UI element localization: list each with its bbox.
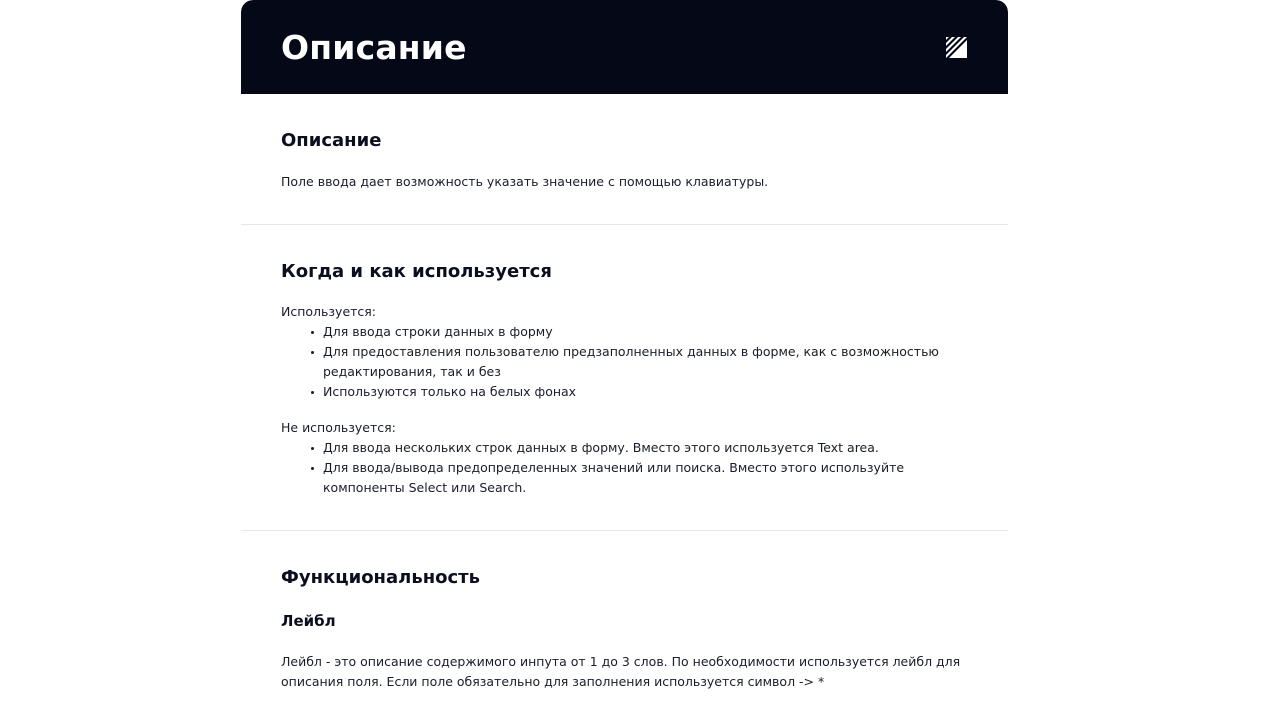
- list-item: Для ввода/вывода предопределенных значений или поиска. Вместо этого используйте компоненты Select или Search.: [323, 458, 973, 498]
- list-item: Для ввода строки данных в форму: [323, 322, 973, 342]
- description-text: Поле ввода дает возможность указать значение с помощью клавиатуры.: [281, 174, 769, 189]
- list-item: Используются только на белых фонах: [323, 382, 973, 402]
- description-section: [241, 94, 1008, 225]
- page-header: [241, 0, 1008, 94]
- section-title-description: Описание: [281, 130, 382, 151]
- used-label: Используется:: [281, 304, 377, 319]
- section-title-functionality: Функциональность: [281, 567, 480, 588]
- used-list: [281, 322, 973, 402]
- not-used-list: [281, 438, 973, 498]
- section-title-usage: Когда и как используется: [281, 261, 552, 282]
- list-item: Для ввода нескольких строк данных в форму. Вместо этого используется Text area.: [323, 438, 973, 458]
- page-title: Описание: [281, 28, 467, 67]
- documentation-card: [241, 0, 1008, 711]
- subsection-title-label: Лейбл: [281, 612, 336, 630]
- label-description-text: Лейбл - это описание содержимого инпута от 1 до 3 слов. По необходимости используется лейбл для описания поля. Если поле обязательно для заполнения используется символ -> *: [281, 654, 961, 689]
- not-used-label: Не используется:: [281, 420, 396, 435]
- diagonal-stripes-logo-icon: [946, 37, 967, 58]
- list-item: Для предоставления пользователю предзаполненных данных в форме, как с возможностью редактирования, так и без: [323, 342, 973, 382]
- usage-section: [241, 225, 1008, 531]
